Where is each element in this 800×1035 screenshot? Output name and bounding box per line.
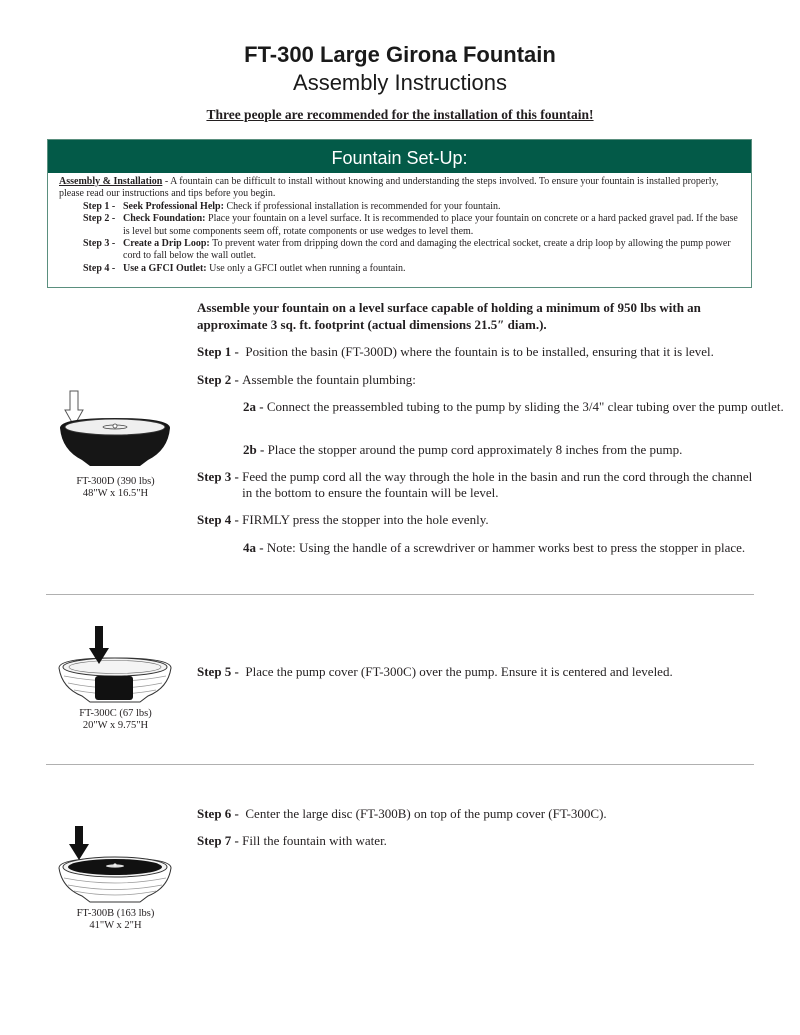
step-3 [197,469,757,501]
document-subtitle: Assembly Instructions [293,70,507,95]
step-2a [197,399,800,415]
step-2 [197,372,757,388]
lead-paragraph: Assemble your fountain on a level surface capable of holding a minimum of 950 lbs with an approximate 3 sq. ft. footprint (actual dimensions 21.5″ diam.). [197,300,701,332]
figure-caption-weight: FT-300C (67 lbs) [79,708,152,719]
step-number: 2a - [243,399,267,414]
step-number: Step 5 - [197,664,246,679]
setup-step-text: To prevent water from dripping down the cord and damaging the electrical socket, create a drip loop by allowing the pump power cord to fall below the wall outlet. [123,238,731,262]
section-divider [46,594,754,595]
step-text: Fill the fountain with water. [242,833,387,848]
setup-heading: Fountain Set-Up: [48,140,751,173]
step-text: FIRMLY press the stopper into the hole evenly. [242,512,489,527]
figure-caption-dimensions: 20"W x 9.75"H [82,720,149,731]
setup-step-title: Create a Drip Loop: [123,238,210,250]
setup-step-number: Step 4 - [83,262,116,274]
step-text: Connect the preassembled tubing to the pump by sliding the 3/4" clear tubing over the pump outlet. [266,399,784,414]
installation-notice: Three people are recommended for the installation of this fountain! [206,107,594,122]
setup-step-title: Use a GFCI Outlet: [123,262,207,274]
setup-step-number: Step 2 - [83,213,116,225]
setup-intro-label: Assembly & Installation [59,176,163,187]
step-4 [197,512,757,528]
large-disc-icon [48,824,183,908]
figure-pump-cover [48,624,183,732]
setup-step-text: Use only a GFCI outlet when running a fountain. [206,262,406,274]
step-text: Assemble the fountain plumbing: [242,372,416,387]
step-number: Step 2 - [197,372,243,387]
setup-step [59,263,741,275]
pump-cover-icon [48,624,183,708]
step-text: Note: Using the handle of a screwdriver or hammer works best to press the stopper in place. [266,540,746,555]
section-divider [46,764,754,765]
setup-body [48,173,751,275]
setup-step-title: Seek Professional Help: [123,200,224,212]
step-2b [197,442,800,458]
figure-caption-weight: FT-300D (390 lbs) [76,476,155,487]
step-text: Place the pump cover (FT-300C) over the pump. Ensure it is centered and leveled. [245,664,673,679]
setup-step-number: Step 1 - [83,200,116,212]
basin-icon [48,388,183,476]
step-1 [197,344,757,360]
step-number: Step 4 - [197,512,243,527]
fountain-setup-box [47,139,752,288]
step-6 [197,806,757,822]
step-4a [197,540,800,556]
figure-caption-weight: FT-300B (163 lbs) [76,908,155,919]
down-arrow-icon [69,826,89,860]
figure-large-disc [48,824,183,932]
setup-step [59,213,741,238]
setup-intro-text: - A fountain can be difficult to install without knowing and understanding the steps involved. To ensure your fountain is installed properly, please read our instructions and tips before you begin. [59,176,719,200]
step-text: Position the basin (FT-300D) where the fountain is to be installed, ensuring that it is level. [245,344,714,359]
figure-caption-dimensions: 41"W x 2"H [89,920,142,931]
step-text: Center the large disc (FT-300B) on top of the pump cover (FT-300C). [245,806,607,821]
step-text: Place the stopper around the pump cord approximately 8 inches from the pump. [267,442,683,457]
setup-step-title: Check Foundation: [123,213,206,225]
step-text: Feed the pump cord all the way through the hole in the basin and run the cord through the channel in the bottom to ensure the fountain will be level. [242,469,753,500]
setup-step-text: Place your fountain on a level surface. It is recommended to place your fountain on concrete or a hard packed gravel pad. If the base is level but some components seem off, rotate components or use wedges to level them. [123,213,738,237]
document-title: FT-300 Large Girona Fountain [244,42,556,67]
step-number: Step 7 - [197,833,243,848]
figure-caption-dimensions: 48"W x 16.5"H [82,488,149,499]
step-5 [197,664,757,680]
setup-intro [59,176,741,201]
setup-step-text: Check if professional installation is recommended for your fountain. [223,200,501,212]
step-number: Step 3 - [197,469,243,484]
step-number: Step 6 - [197,806,246,821]
setup-step-number: Step 3 - [83,238,116,250]
step-number: 4a - [243,540,267,555]
step-number: Step 1 - [197,344,246,359]
figure-basin [48,388,183,500]
step-number: 2b - [243,442,268,457]
setup-step [59,201,741,213]
step-7 [197,833,757,849]
setup-step [59,238,741,263]
